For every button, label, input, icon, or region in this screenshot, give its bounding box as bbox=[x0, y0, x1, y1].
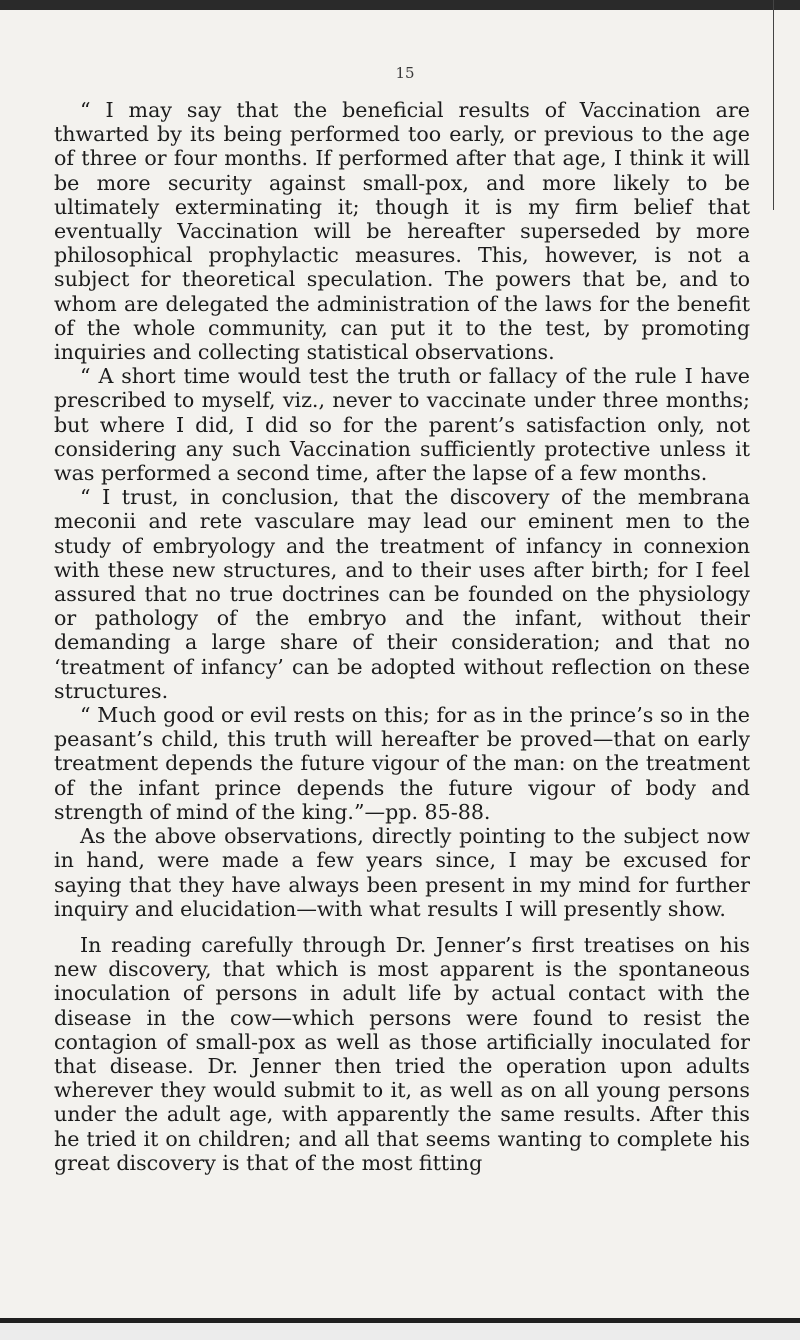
page-body bbox=[54, 98, 750, 1175]
scan-top-edge bbox=[0, 0, 800, 10]
scan-bottom-edge bbox=[0, 1318, 800, 1340]
paragraph-observations: As the above observations, directly pointing to the subject now in hand, were made a few years since, I may be excused for saying that they have always been present in my mind for further inquiry and elucidation—with what results I will presently show. bbox=[54, 824, 750, 921]
paragraph-conclusion: “ I trust, in conclusion, that the discovery of the membrana meconii and rete vasculare may lead our eminent men to the study of embryology and the treatment of infancy in connexion with these new structures, and to their uses after birth; for I feel assured that no true doctrines can be founded on the physiology or pathology of the embryo and the infant, without their demanding a large share of their consideration; and that no ‘treatment of infancy’ can be adopted without reflection on these structures. bbox=[54, 485, 750, 703]
paragraph-jenner: In reading carefully through Dr. Jenner’s first treatises on his new discovery, that which is most apparent is the spontaneous inoculation of persons in adult life by actual contact with the disease in the cow—which persons were found to resist the contagion of small-pox as well as those artificially inoculated for that disease. Dr. Jenner then tried the operation upon adults wherever they would submit to it, as well as on all young persons under the adult age, with apparently the same results. After this he tried it on children; and all that seems wanting to complete his great discovery is that of the most fitting bbox=[54, 932, 750, 1175]
paragraph-short-time: “ A short time would test the truth or fallacy of the rule I have prescribed to myself, viz., never to vaccinate under three months; but where I did, I did so for the parent’s satisfaction only, not considering any such Vaccination sufficiently protective unless it was performed a second time, after the lapse of a few months. bbox=[54, 364, 750, 486]
paragraph-vaccination-timing: “ I may say that the beneficial results of Vaccination are thwarted by its being performed too early, or previous to the age of three or four months. If performed after that age, I think it will be more security against small-pox, and more likely to be ultimately exterminating it; though it is my firm belief that eventually Vaccination will be hereafter superseded by more philosophical prophylactic measures. This, however, is not a subject for theoretical speculation. The powers that be, and to whom are delegated the administration of the laws for the benefit of the whole community, can put it to the test, by promoting inquiries and collecting statistical observations. bbox=[54, 98, 750, 365]
margin-rule bbox=[773, 0, 774, 210]
paragraph-gap bbox=[54, 921, 750, 933]
paragraph-much-good: “ Much good or evil rests on this; for as in the prince’s so in the peasant’s child, this truth will hereafter be proved—that on early treatment depends the future vigour of the man: on the treatment of the infant prince depends the future vigour of body and strength of mind of the king.”—pp. 85-88. bbox=[54, 703, 750, 824]
page-number: 15 bbox=[395, 64, 415, 82]
